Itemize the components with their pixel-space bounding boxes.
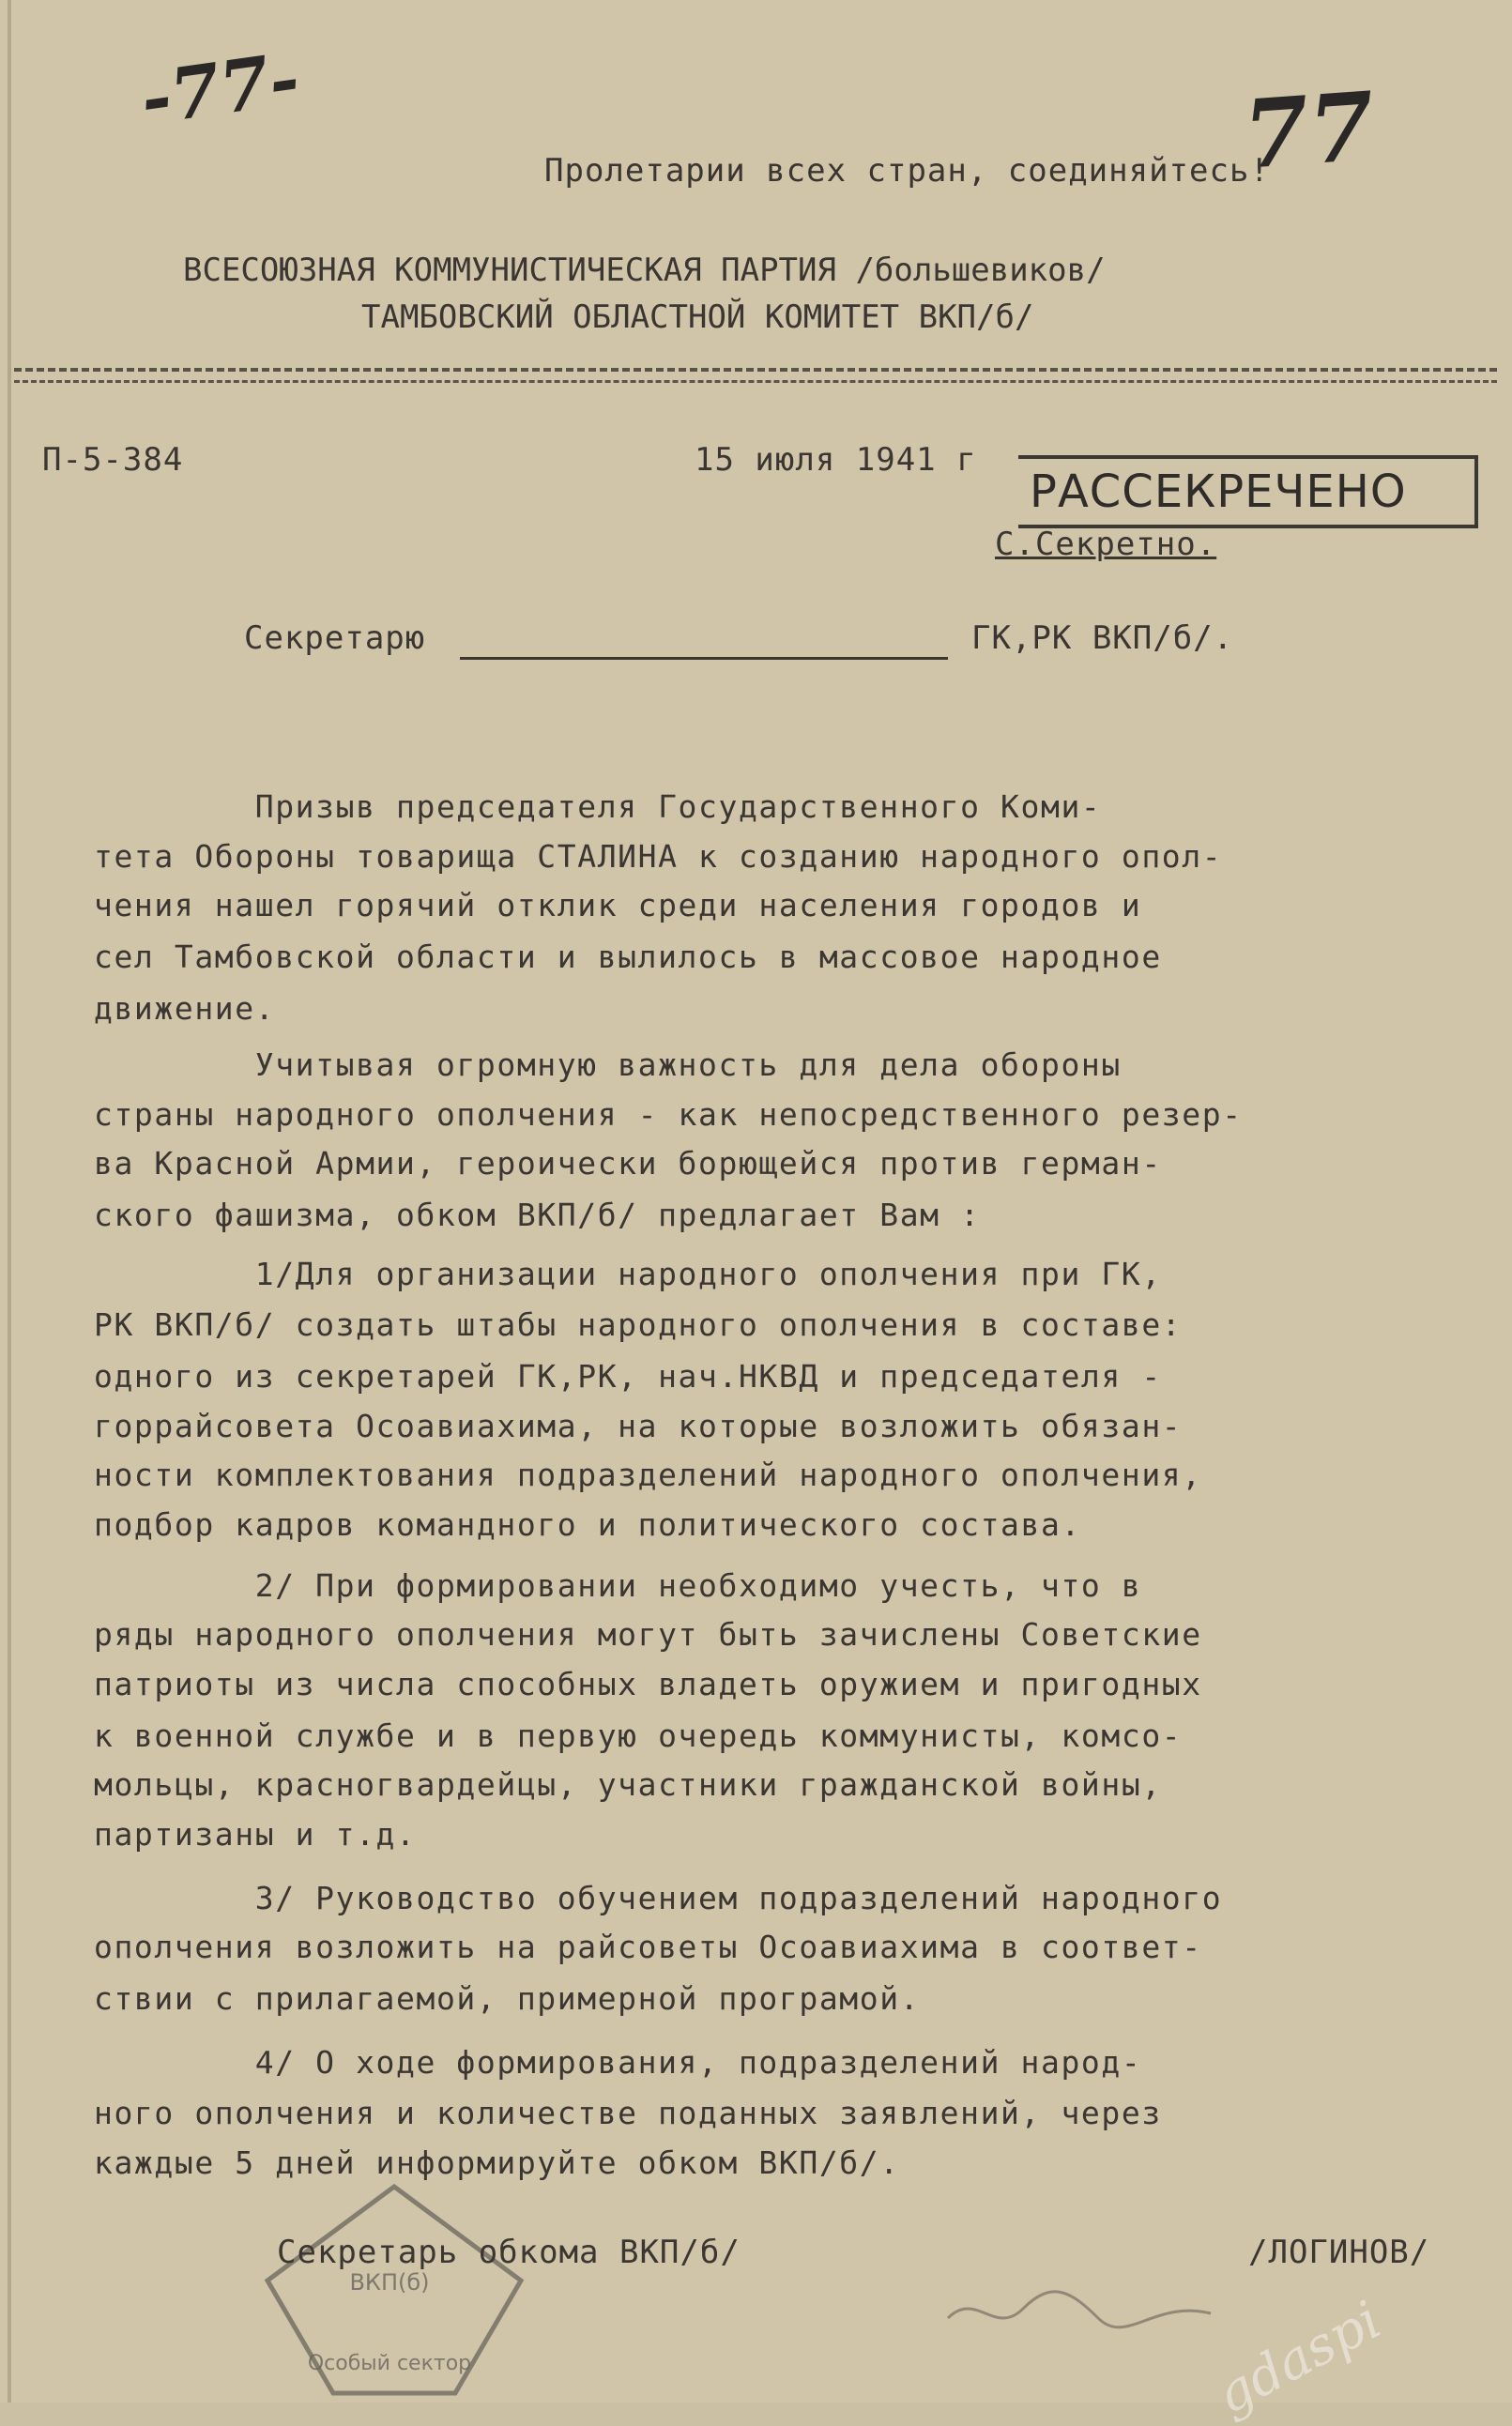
header-divider-secondary xyxy=(14,380,1497,383)
handwritten-page-number-right: 77 xyxy=(1240,70,1379,191)
document-number: П-5-384 xyxy=(42,441,184,479)
seal-stamp xyxy=(249,2168,540,2403)
body-line: ского фашизма, обком ВКП/б/ предлагает Вам : xyxy=(94,1197,981,1233)
body-line: РК ВКП/б/ создать штабы народного ополчения в составе: xyxy=(94,1306,1183,1343)
body-line: ствии с прилагаемой, примерной програмой. xyxy=(94,1980,921,2017)
body-line: чения нашел горячий отклик среди населения городов и xyxy=(94,887,1142,923)
body-line: к военной службе и в первую очередь коммунисты, комсо- xyxy=(94,1717,1183,1754)
seal-text-bottom: Особый сектор xyxy=(307,2352,472,2375)
body-line: патриоты из числа способных владеть оружием и пригодных xyxy=(94,1666,1202,1702)
body-line: ности комплектования подразделений народного ополчения, xyxy=(94,1457,1202,1493)
slogan: Пролетарии всех стран, соединяйтесь! xyxy=(544,152,1270,190)
document-date: 15 июля 1941 г xyxy=(695,441,977,479)
body-line: страны народного ополчения - как непосредственного резер- xyxy=(94,1096,1243,1133)
body-line: горрайсовета Осоавиахима, на которые возложить обязан- xyxy=(94,1408,1183,1444)
body-line: каждые 5 дней информируйте обком ВКП/б/. xyxy=(94,2144,900,2181)
body-line: Призыв председателя Государственного Коми- xyxy=(94,788,1102,825)
page-fold-edge xyxy=(8,0,11,2403)
body-line: одного из секретарей ГК,РК, нач.НКВД и председателя - xyxy=(94,1358,1162,1395)
body-line: сел Тамбовской области и вылилось в массовое народное xyxy=(94,938,1162,975)
addressee-prefix: Секретарю xyxy=(244,619,426,657)
body-line: движение. xyxy=(94,990,276,1027)
body-line: тета Обороны товарища СТАЛИНА к созданию народного опол- xyxy=(94,838,1223,875)
body-line: мольцы, красногвардейцы, участники гражданской войны, xyxy=(94,1766,1162,1803)
committee-name: ТАМБОВСКИЙ ОБЛАСТНОЙ КОМИТЕТ ВКП/б/ xyxy=(361,298,1034,336)
declassified-stamp: РАССЕКРЕЧЕНО xyxy=(1018,455,1478,528)
classification-mark: С.Секретно. xyxy=(995,526,1217,563)
body-line: ряды народного ополчения могут быть зачислены Советские xyxy=(94,1616,1202,1653)
handwritten-page-number-left: -77- xyxy=(135,36,305,142)
body-line: ва Красной Армии, героически борющейся против герман- xyxy=(94,1145,1162,1182)
watermark: gdaspi xyxy=(1206,2289,1391,2426)
signatory-name: /ЛОГИНОВ/ xyxy=(1248,2234,1430,2271)
body-line: ополчения возложить на райсоветы Осоавиахима в соответ- xyxy=(94,1929,1202,1965)
body-line: подбор кадров командного и политического состава. xyxy=(94,1506,1081,1543)
body-line: ного ополчения и количестве поданных заявлений, через xyxy=(94,2095,1162,2131)
addressee-blank-line xyxy=(460,657,948,660)
addressee-suffix: ГК,РК ВКП/б/. xyxy=(971,619,1234,657)
seal-text-top: ВКП(б) xyxy=(349,2269,430,2296)
body-line: партизаны и т.д. xyxy=(94,1816,417,1853)
body-line: 1/Для организации народного ополчения при ГК, xyxy=(94,1256,1162,1292)
body-line: Учитывая огромную важность для дела обороны xyxy=(94,1046,1122,1083)
body-line: 2/ При формировании необходимо учесть, что в xyxy=(94,1567,1142,1604)
party-name: ВСЕСОЮЗНАЯ КОММУНИСТИЧЕСКАЯ ПАРТИЯ /большевиков/ xyxy=(183,252,1106,289)
body-line: 3/ Руководство обучением подразделений народного xyxy=(94,1880,1223,1916)
body-line: 4/ О ходе формирования, подразделений народ- xyxy=(94,2044,1142,2081)
signature-title: Секретарь обкома ВКП/б/ xyxy=(277,2234,741,2271)
header-divider xyxy=(14,368,1497,372)
handwritten-signature xyxy=(939,2271,1220,2346)
